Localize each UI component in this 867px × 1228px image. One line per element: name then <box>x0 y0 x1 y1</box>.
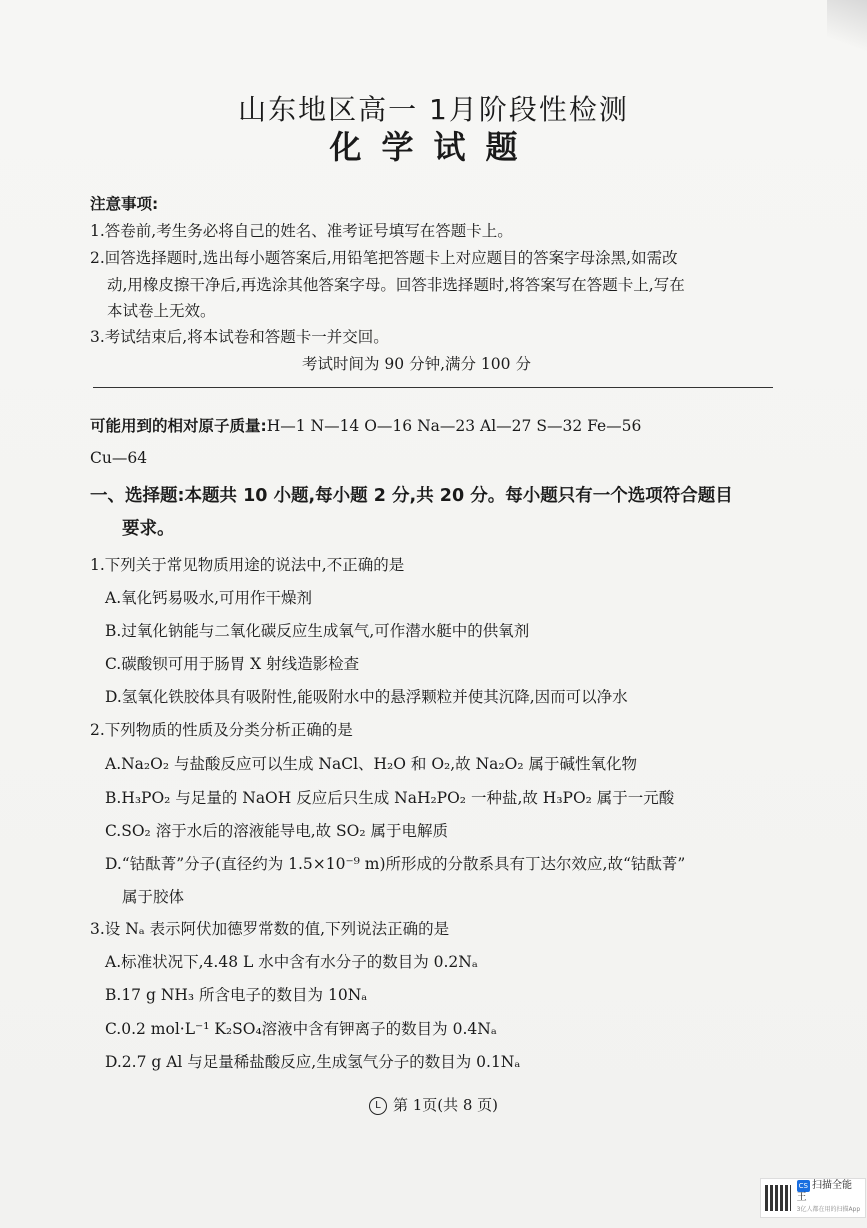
notice-line-3: 动,用橡皮擦干净后,再选涂其他答案字母。回答非选择题时,将答案写在答题卡上,写在 <box>107 276 685 294</box>
q3-stem: 3.设 Nₐ 表示阿伏加德罗常数的值,下列说法正确的是 <box>90 920 450 938</box>
scanner-name: 扫描全能王 <box>796 1180 852 1203</box>
page-footer <box>0 1094 867 1115</box>
q1-option-c: C.碳酸钡可用于肠胃 X 射线造影检查 <box>105 655 360 673</box>
scanner-watermark <box>760 1178 866 1218</box>
q3-option-a: A.标准状况下,4.48 L 水中含有水分子的数目为 0.2Nₐ <box>105 953 478 971</box>
notice-line-4: 本试卷上无效。 <box>107 302 216 320</box>
atomic-mass-line-2: Cu—64 <box>90 449 148 467</box>
notice-line-5: 3.考试结束后,将本试卷和答题卡一并交回。 <box>90 328 389 346</box>
exam-time: 考试时间为 90 分钟,满分 100 分 <box>302 355 531 373</box>
scan-shadow <box>827 0 867 60</box>
q2-option-d-cont: 属于胶体 <box>122 888 185 906</box>
cs-logo-icon: CS <box>798 1182 808 1190</box>
q3-option-c: C.0.2 mol·L⁻¹ K₂SO₄溶液中含有钾离子的数目为 0.4Nₐ <box>105 1020 497 1038</box>
notice-line-2: 2.回答选择题时,选出每小题答案后,用铅笔把答题卡上对应题目的答案字母涂黑,如需改 <box>90 249 678 267</box>
q1-option-a: A.氧化钙易吸水,可用作干燥剂 <box>105 589 313 607</box>
notice-heading: 注意事项: <box>90 195 159 213</box>
q2-stem: 2.下列物质的性质及分类分析正确的是 <box>90 721 353 739</box>
q2-option-a: A.Na₂O₂ 与盐酸反应可以生成 NaCl、H₂O 和 O₂,故 Na₂O₂ 属于碱性氧化物 <box>105 755 637 773</box>
footer-mark: L <box>369 1097 387 1115</box>
q2-option-c: C.SO₂ 溶于水后的溶液能导电,故 SO₂ 属于电解质 <box>105 822 449 840</box>
q1-option-b: B.过氧化钠能与二氧化碳反应生成氧气,可作潜水艇中的供氧剂 <box>105 622 530 640</box>
section-heading: 一、选择题:本题共 10 小题,每小题 2 分,共 20 分。每小题只有一个选项符合题目 <box>90 486 733 506</box>
q1-option-d: D.氢氧化铁胶体具有吸附性,能吸附水中的悬浮颗粒并使其沉降,因而可以净水 <box>105 688 628 706</box>
section-heading-2: 要求。 <box>122 519 175 539</box>
q2-option-b: B.H₃PO₂ 与足量的 NaOH 反应后只生成 NaH₂PO₂ 一种盐,故 H₃PO₂ 属于一元酸 <box>105 789 675 807</box>
scanner-badge-text <box>797 1180 861 1216</box>
page-number: 第 1页(共 8 页) <box>392 1096 499 1114</box>
notice-line-1: 1.答卷前,考生务必将自己的姓名、准考证号填写在答题卡上。 <box>90 222 513 240</box>
scanner-sub: 3亿人都在用的扫描App <box>796 1206 861 1213</box>
q2-option-d: D.“钴酞菁”分子(直径约为 1.5×10⁻⁹ m)所形成的分散系具有丁达尔效应,故“钴酞菁” <box>105 855 686 873</box>
q1-stem: 1.下列关于常见物质用途的说法中,不正确的是 <box>90 556 405 574</box>
subject-title: 化学试题 <box>329 128 538 166</box>
q3-option-b: B.17 g NH₃ 所含电子的数目为 10Nₐ <box>105 986 368 1004</box>
atomic-mass-values: H—1 N—14 O—16 Na—23 Al—27 S—32 Fe—56 <box>266 417 642 435</box>
q3-option-d: D.2.7 g Al 与足量稀盐酸反应,生成氢气分子的数目为 0.1Nₐ <box>105 1053 521 1071</box>
qr-code-icon <box>765 1185 791 1211</box>
atomic-mass-line <box>90 414 641 436</box>
atomic-mass-label: 可能用到的相对原子质量: <box>90 417 267 435</box>
exam-title: 山东地区高一 1月阶段性检测 <box>238 93 629 126</box>
divider <box>93 387 773 388</box>
